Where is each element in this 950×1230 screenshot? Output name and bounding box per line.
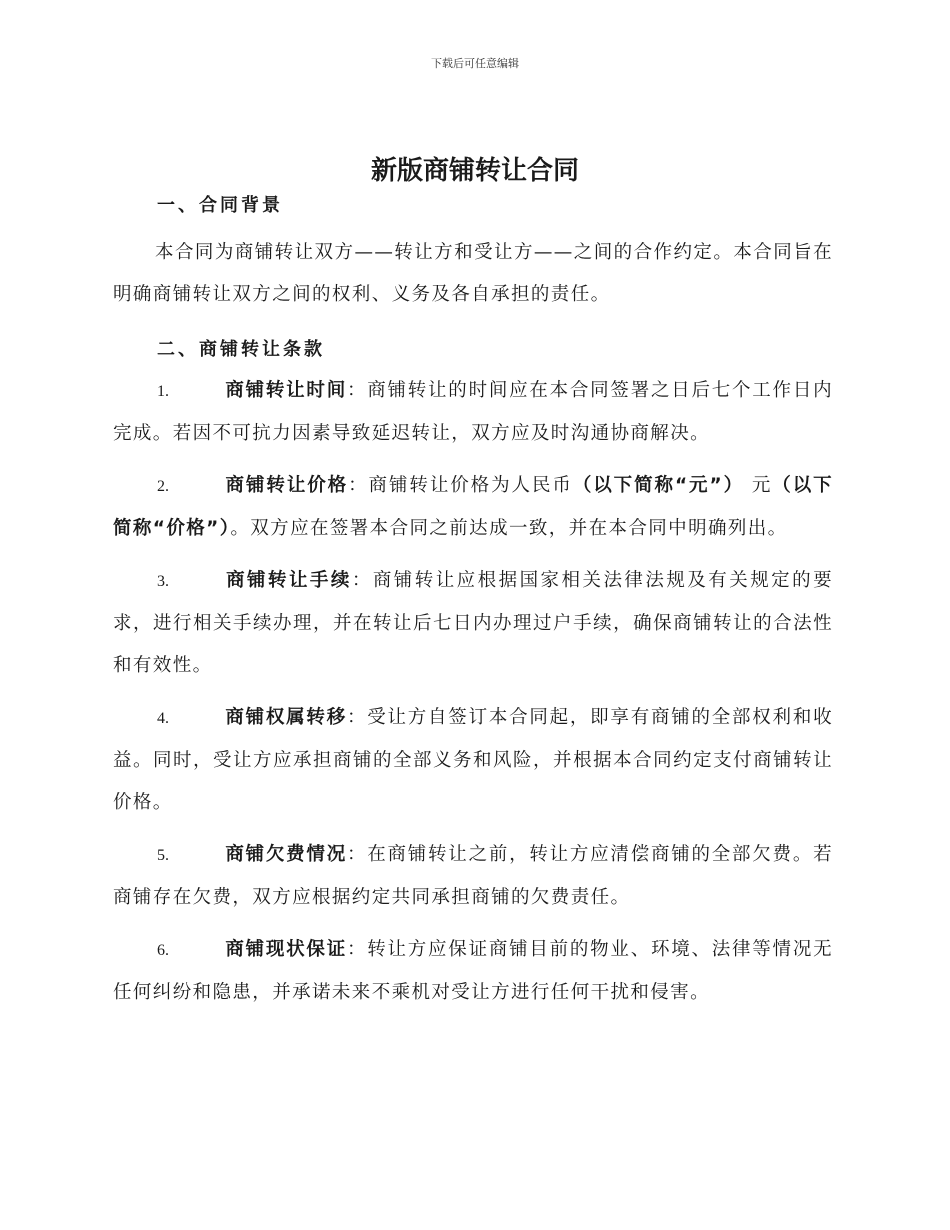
- clause-text: ：商铺转让应根据国家相关法律法规及有关规定的要求，进行相关手续办理，并在转让后七日内办理过户手续，确保商铺转让的合法性和有效性。: [113, 570, 833, 676]
- document-title: 新版商铺转让合同: [370, 156, 579, 186]
- page-header-note: 下载后可任意编辑: [431, 57, 519, 70]
- section-heading-background: 一、合同背景: [157, 195, 283, 216]
- clause-title: 商铺转让时间: [225, 380, 347, 401]
- clause-number: 4.: [157, 710, 169, 727]
- clause-number: 6.: [157, 942, 169, 959]
- clause-number: 5.: [157, 847, 169, 864]
- clause-text: ：转让方应保证商铺目前的物业、环境、法律等情况无任何纠纷和隐患，并承诺未来不乘机对受让方进行任何干扰和侵害。: [113, 939, 833, 1003]
- section-heading-terms: 二、商铺转让条款: [157, 339, 325, 360]
- clause-item: [113, 560, 833, 687]
- clause-item: [113, 929, 833, 1014]
- clause-title: 商铺现状保证: [225, 939, 347, 960]
- background-paragraph: 本合同为商铺转让双方——转让方和受让方——之间的合作约定。本合同旨在明确商铺转让双方之间的权利、义务及各自承担的责任。: [113, 242, 833, 305]
- clause-number: 2.: [157, 478, 169, 495]
- clause-number: 3.: [157, 573, 169, 590]
- clause-text: ：商铺转让价格为人民币: [348, 475, 573, 496]
- clause-item: [113, 370, 833, 455]
- clause-number: 1.: [157, 383, 169, 400]
- clause-title: 商铺转让手续: [225, 570, 352, 591]
- clause-item: [113, 834, 833, 919]
- clause-item: [113, 697, 833, 824]
- clause-bold-text: （以下简称“元”）: [572, 475, 745, 496]
- clause-title: 商铺权属转移: [225, 707, 347, 728]
- clause-title: 商铺欠费情况: [225, 844, 347, 865]
- document-body: [113, 186, 833, 1024]
- clause-title: 商铺转让价格: [225, 475, 349, 496]
- clause-bold-text: （以下简称“价格”）: [113, 475, 834, 539]
- clause-text: ：受让方自签订本合同起，即享有商铺的全部权利和收益。同时，受让方应承担商铺的全部义务和风险，并根据本合同约定支付商铺转让价格。: [113, 707, 833, 813]
- clause-text: 元: [744, 475, 773, 496]
- clause-text: ：商铺转让的时间应在本合同签署之日后七个工作日内完成。若因不可抗力因素导致延迟转让，双方应及时沟通协商解决。: [113, 380, 833, 444]
- clause-text: ：在商铺转让之前，转让方应清偿商铺的全部欠费。若商铺存在欠费，双方应根据约定共同承担商铺的欠费责任。: [113, 844, 833, 908]
- clause-item: [113, 465, 833, 550]
- clause-text: 。双方应在签署本合同之前达成一致，并在本合同中明确列出。: [230, 518, 788, 539]
